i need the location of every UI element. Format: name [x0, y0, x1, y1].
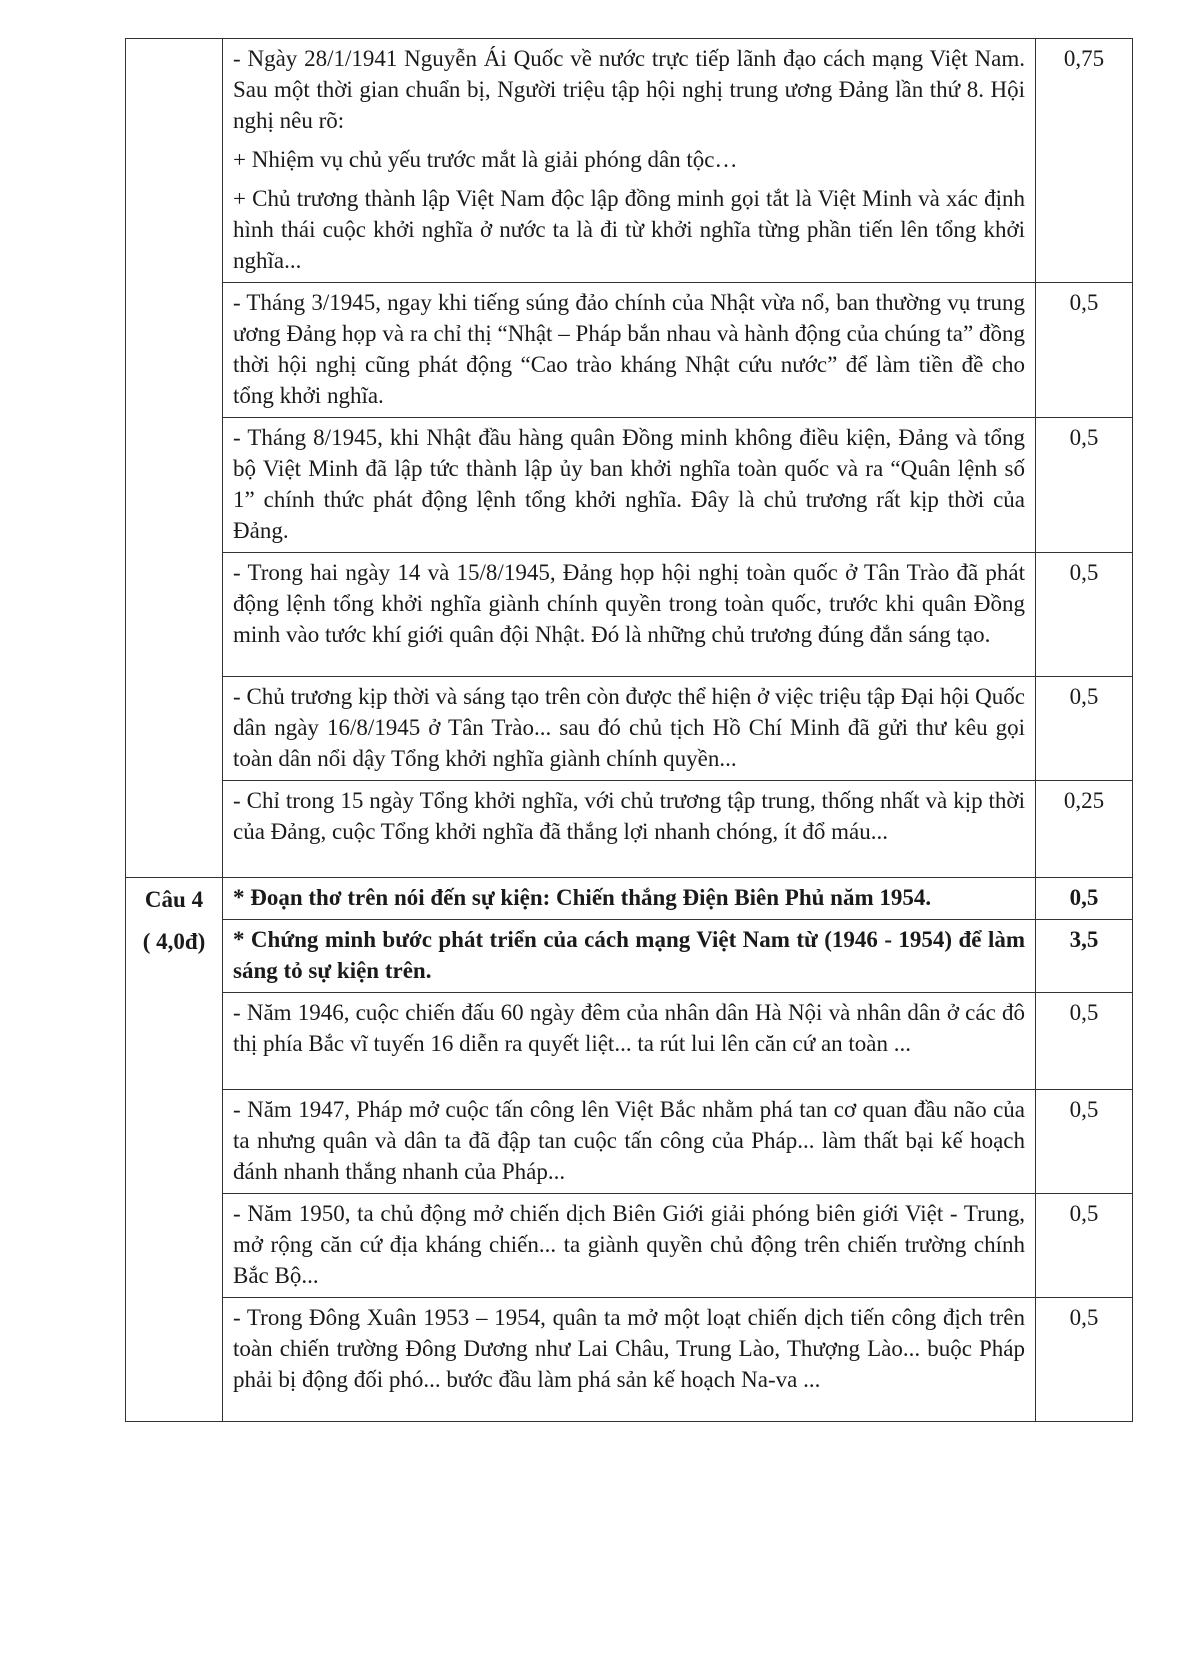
table-row — [126, 1194, 1133, 1298]
score-cell: 0,5 — [1036, 418, 1133, 553]
answer-content-cell — [223, 677, 1036, 781]
answer-paragraph: + Nhiệm vụ chủ yếu trước mắt là giải phóng dân tộc… — [233, 147, 738, 172]
answer-paragraph: - Trong Đông Xuân 1953 – 1954, quân ta mở một loạt chiến dịch tiến công địch trên toàn chiến trường Đông Dương như Lai Châu, Trung Lào, Thượng Lào... buộc Pháp phải bị động đối phó... bước đầu làm phá sản kế hoạch Na-va ... — [233, 1305, 1025, 1392]
score-cell: 0,25 — [1036, 781, 1133, 878]
answer-paragraph: + Chủ trương thành lập Việt Nam độc lập đồng minh gọi tắt là Việt Minh và xác định hình thái cuộc khởi nghĩa ở nước ta là đi từ khởi nghĩa từng phần tiến lên tổng khởi nghĩa... — [233, 186, 1025, 273]
question-cell — [126, 993, 223, 1090]
answer-content-cell — [223, 39, 1036, 283]
answer-paragraph: * Đoạn thơ trên nói đến sự kiện: Chiến thắng Điện Biên Phủ năm 1954. — [233, 885, 932, 910]
question-cell — [126, 1298, 223, 1422]
question-cell — [126, 283, 223, 418]
answer-content-cell — [223, 781, 1036, 878]
answer-paragraph: * Chứng minh bước phát triển của cách mạng Việt Nam từ (1946 - 1954) để làm sáng tỏ sự kiện trên. — [233, 927, 1025, 983]
question-cell: Câu 4 — [126, 878, 223, 920]
answer-paragraph: - Năm 1946, cuộc chiến đấu 60 ngày đêm của nhân dân Hà Nội và nhân dân ở các đô thị phía Bắc vĩ tuyến 16 diễn ra quyết liệt... ta rút lui lên căn cứ an toàn ... — [233, 1000, 1025, 1056]
answer-paragraph: - Chỉ trong 15 ngày Tổng khởi nghĩa, với chủ trương tập trung, thống nhất và kịp thời của Đảng, cuộc Tổng khởi nghĩa đã thắng lợi nhanh chóng, ít đổ máu... — [233, 788, 1025, 844]
table-row — [126, 781, 1133, 878]
score-cell: 0,5 — [1036, 878, 1133, 920]
table-row — [126, 878, 1133, 920]
question-cell — [126, 781, 223, 878]
score-cell: 0,5 — [1036, 553, 1133, 677]
question-cell — [126, 677, 223, 781]
score-cell: 0,5 — [1036, 1298, 1133, 1422]
answer-paragraph: - Trong hai ngày 14 và 15/8/1945, Đảng họp hội nghị toàn quốc ở Tân Trào đã phát động lệnh tổng khởi nghĩa giành chính quyền trong toàn quốc, trước khi quân Đồng minh vào tước khí giới quân đội Nhật. Đó là những chủ trương đúng đắn sáng tạo. — [233, 560, 1025, 647]
question-cell — [126, 418, 223, 553]
table-row — [126, 1298, 1133, 1422]
score-cell: 0,5 — [1036, 677, 1133, 781]
score-cell: 3,5 — [1036, 920, 1133, 993]
answer-content-cell — [223, 1194, 1036, 1298]
answer-content-cell — [223, 878, 1036, 920]
table-row — [126, 418, 1133, 553]
answer-paragraph: - Ngày 28/1/1941 Nguyễn Ái Quốc về nước trực tiếp lãnh đạo cách mạng Việt Nam. Sau một thời gian chuẩn bị, Người triệu tập hội nghị trung ương Đảng lần thứ 8. Hội nghị nêu rõ: — [233, 46, 1025, 133]
table-row — [126, 993, 1133, 1090]
answer-paragraph: - Năm 1950, ta chủ động mở chiến dịch Biên Giới giải phóng biên giới Việt - Trung, mở rộng căn cứ địa kháng chiến... ta giành quyền chủ động trên chiến trường chính Bắc Bộ... — [233, 1201, 1025, 1288]
score-cell: 0,75 — [1036, 39, 1133, 283]
score-cell: 0,5 — [1036, 1090, 1133, 1194]
answer-content-cell — [223, 1298, 1036, 1422]
answer-paragraph: - Tháng 8/1945, khi Nhật đầu hàng quân Đồng minh không điều kiện, Đảng và tổng bộ Việt Minh đã lập tức thành lập ủy ban khởi nghĩa toàn quốc và ra “Quân lệnh số 1” chính thức phát động lệnh tổng khởi nghĩa. Đây là chủ trương rất kịp thời của Đảng. — [233, 425, 1025, 543]
table-row — [126, 677, 1133, 781]
answer-content-cell — [223, 553, 1036, 677]
answer-paragraph: - Chủ trương kịp thời và sáng tạo trên còn được thể hiện ở việc triệu tập Đại hội Quốc dân ngày 16/8/1945 ở Tân Trào... sau đó chủ tịch Hồ Chí Minh đã gửi thư kêu gọi toàn dân nổi dậy Tổng khởi nghĩa giành chính quyền... — [233, 684, 1025, 771]
score-cell: 0,5 — [1036, 283, 1133, 418]
answer-content-cell — [223, 418, 1036, 553]
answer-content-cell — [223, 993, 1036, 1090]
table-row — [126, 39, 1133, 283]
answer-content-cell — [223, 283, 1036, 418]
table-row — [126, 1090, 1133, 1194]
answer-key-table — [125, 38, 1133, 1422]
answer-paragraph: - Tháng 3/1945, ngay khi tiếng súng đảo chính của Nhật vừa nổ, ban thường vụ trung ương Đảng họp và ra chỉ thị “Nhật – Pháp bắn nhau và hành động của chúng ta” đồng thời hội nghị cũng phát động “Cao trào kháng Nhật cứu nước” để làm tiền đề cho tổng khởi nghĩa. — [233, 290, 1025, 408]
question-cell — [126, 39, 223, 283]
answer-paragraph: - Năm 1947, Pháp mở cuộc tấn công lên Việt Bắc nhằm phá tan cơ quan đầu não của ta nhưng quân và dân ta đã đập tan cuộc tấn công của Pháp... làm thất bại kế hoạch đánh nhanh thắng nhanh của Pháp... — [233, 1097, 1025, 1184]
table-row — [126, 553, 1133, 677]
answer-content-cell — [223, 1090, 1036, 1194]
question-cell — [126, 553, 223, 677]
score-cell: 0,5 — [1036, 993, 1133, 1090]
score-cell: 0,5 — [1036, 1194, 1133, 1298]
question-cell — [126, 1090, 223, 1194]
table-row — [126, 283, 1133, 418]
question-cell: ( 4,0đ) — [126, 920, 223, 993]
question-cell — [126, 1194, 223, 1298]
answer-content-cell — [223, 920, 1036, 993]
table-row — [126, 920, 1133, 993]
